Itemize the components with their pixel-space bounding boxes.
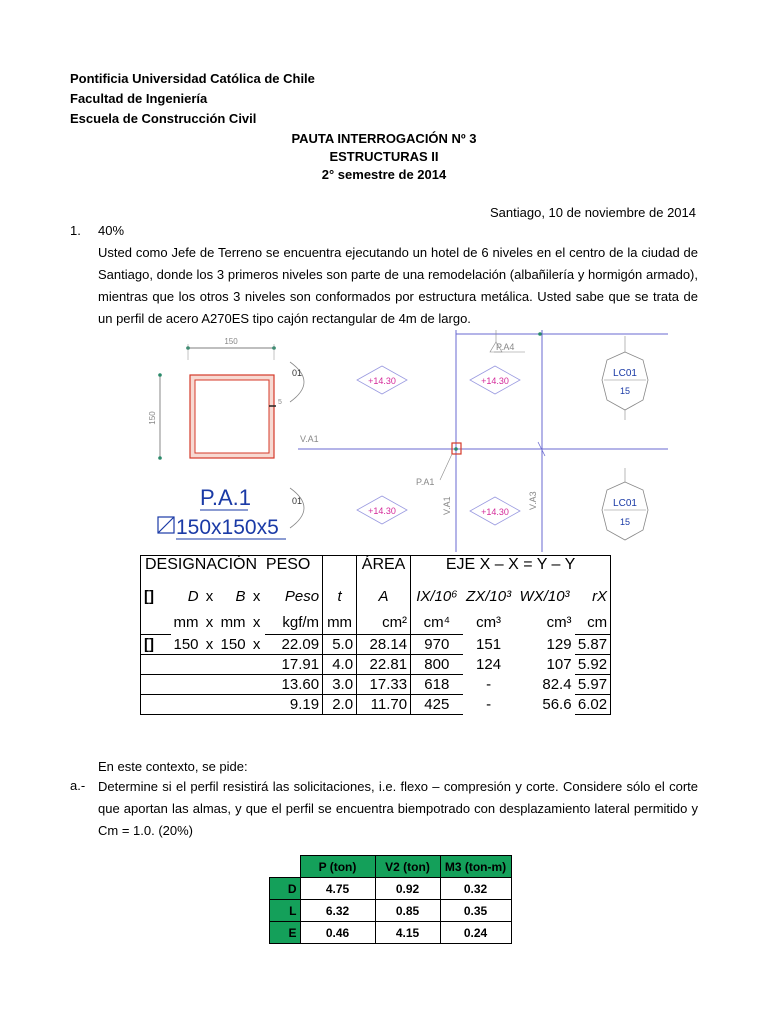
row-wx: 82.4 [542,676,572,693]
row-zx: 124 [476,656,502,673]
steel-properties-table [140,555,611,715]
sub-ix: IX/10⁶ [416,587,458,605]
row-wx: 56.6 [542,696,572,713]
row-peso: 13.60 [265,675,323,695]
sub-rx: rX [592,587,608,605]
row-a: 28.14 [357,635,411,655]
axis-label-va1-vert: V.A1 [442,496,452,515]
dim-side-label: 150 [148,411,157,425]
cell-p: 6.32 [300,900,375,922]
sub-wx: WX/10³ [519,587,570,605]
table-row [270,922,512,944]
level-markers [357,366,520,525]
unit-x: x [252,613,261,631]
row-t: 5.0 [323,635,357,655]
cell-m3: 0.24 [440,922,511,944]
unit-mm: mm [141,610,202,635]
row-t: 4.0 [323,655,357,675]
row-zx: - [486,696,492,713]
unit-kgfm: kgf/m [265,610,323,635]
header-designation: DESIGNACIÓN [145,556,258,573]
row-ix: 618 [411,675,463,695]
context-line: En este contexto, se pide: [98,759,248,774]
row-label: L [270,900,301,922]
table-row [270,878,512,900]
doc-title: PAUTA INTERROGACIÓN Nº 3 [291,131,477,146]
edge-mark: 01 [292,496,303,506]
axis-label-pa1: P.A1 [416,477,435,487]
column-tag-label: LC01 [613,368,637,379]
row-ix: 800 [411,655,463,675]
row-peso: 9.19 [265,695,323,715]
table-row [141,655,611,675]
table-row [270,900,512,922]
unit-mm: mm [220,613,246,631]
column-tag-number: 15 [619,517,631,527]
sub-x: x [205,587,214,605]
col-header-m3: M3 (ton-m) [440,856,511,878]
cell-p: 0.46 [300,922,375,944]
row-rx: 5.87 [575,635,611,655]
sub-t: t [337,587,342,605]
course-title: ESTRUCTURAS II [329,149,439,164]
row-b: 150 [220,635,246,653]
faculty-name: Facultad de Ingeniería [70,91,208,106]
unit-cm2: cm² [357,610,411,635]
semester-title: 2° semestre de 2014 [321,167,447,182]
row-wx: 107 [546,656,572,673]
header-peso: PESO [265,556,311,573]
cell-v2: 4.15 [375,922,440,944]
column-tag-upper [602,336,648,420]
unit-cm: cm [575,610,611,635]
profile-size: 150x150x5 [176,516,279,539]
col-header-v2: V2 (ton) [375,856,440,878]
row-a: 17.33 [357,675,411,695]
header-area: ÁREA [357,556,411,583]
level-marker: +14.30 [481,507,509,517]
row-t: 3.0 [323,675,357,695]
sub-d: D [187,587,199,605]
row-box: [] [141,635,171,655]
item-a-label: a.- [70,778,86,793]
sub-b: B [235,587,246,605]
cell-v2: 0.85 [375,900,440,922]
table-row [141,695,611,715]
level-marker: +14.30 [368,376,396,386]
header-eje: EJE X – X = Y – Y [411,556,611,583]
row-rx: 5.97 [575,675,611,695]
dim-thk-label: 5 [278,399,282,406]
sub-a: A [378,587,389,605]
cell-v2: 0.92 [375,878,440,900]
row-ix: 425 [411,695,463,715]
profile-label: P.A.1 [200,485,251,510]
row-ix: 970 [411,635,463,655]
sub-box: [] [141,582,171,610]
row-peso: 22.09 [265,635,323,655]
sub-x: x [252,587,261,605]
row-zx: - [486,676,492,693]
row-rx: 6.02 [575,695,611,715]
axis-label-va1: V.A1 [300,434,319,444]
dim-top-label: 150 [224,337,238,346]
cell-m3: 0.32 [440,878,511,900]
unit-cm3: cm³ [546,613,572,631]
sub-zx: ZX/10³ [466,587,512,605]
unit-cm3: cm³ [476,613,502,631]
row-rx: 5.92 [575,655,611,675]
row-label: E [270,922,301,944]
box-section [148,337,282,460]
row-x: x [205,635,214,653]
axis-label-va3: V.A3 [528,491,538,510]
unit-mm: mm [323,610,357,635]
row-d: 150 [173,635,199,653]
column-tag-label: LC01 [613,498,637,509]
loads-table [269,855,512,944]
level-marker: +14.30 [368,506,396,516]
edge-mark: 01 [292,368,303,378]
cell-p: 4.75 [300,878,375,900]
doc-date: Santiago, 10 de noviembre de 2014 [490,205,696,220]
question-number: 1. [70,223,81,238]
unit-cm4: cm⁴ [411,610,463,635]
row-a: 22.81 [357,655,411,675]
sub-peso: Peso [284,587,320,605]
level-marker: +14.30 [481,376,509,386]
cell-m3: 0.35 [440,900,511,922]
school-name: Escuela de Construcción Civil [70,111,257,126]
row-label: D [270,878,301,900]
col-header-p: P (ton) [300,856,375,878]
column-tag-lower [602,468,648,540]
university-name: Pontificia Universidad Católica de Chile [70,71,315,86]
question-statement: Usted como Jefe de Terreno se encuentra ejecutando un hotel de 6 niveles en el centro de la ciudad de Santiago, donde los 3 primeros niveles son parte de una remodelación (albañilería y hormigón armado), mientras que los otros 3 niveles son conformados por estructura metálica. Usted sabe que se trata de un perfil de acero A270ES tipo cajón rectangular de 4m de largo. [98,245,698,326]
column-tag-number: 15 [619,386,631,396]
row-x: x [252,635,261,653]
table-row [141,635,611,655]
cad-drawing [140,330,668,552]
row-wx: 129 [546,636,572,653]
unit-x: x [205,613,214,631]
axis-label-pa4: P.A4 [496,342,515,352]
row-zx: 151 [476,636,502,653]
row-peso: 17.91 [265,655,323,675]
row-a: 11.70 [357,695,411,715]
item-a-text: Determine si el perfil resistirá las solicitaciones, i.e. flexo – compresión y corte. Considere sólo el corte que aportan las almas, y que el perfil se encuentra biempotrado con desplazamiento lateral permitido y Cm = 1.0. (20%) [98,779,698,838]
question-weight: 40% [98,223,125,238]
table-row [141,675,611,695]
row-t: 2.0 [323,695,357,715]
